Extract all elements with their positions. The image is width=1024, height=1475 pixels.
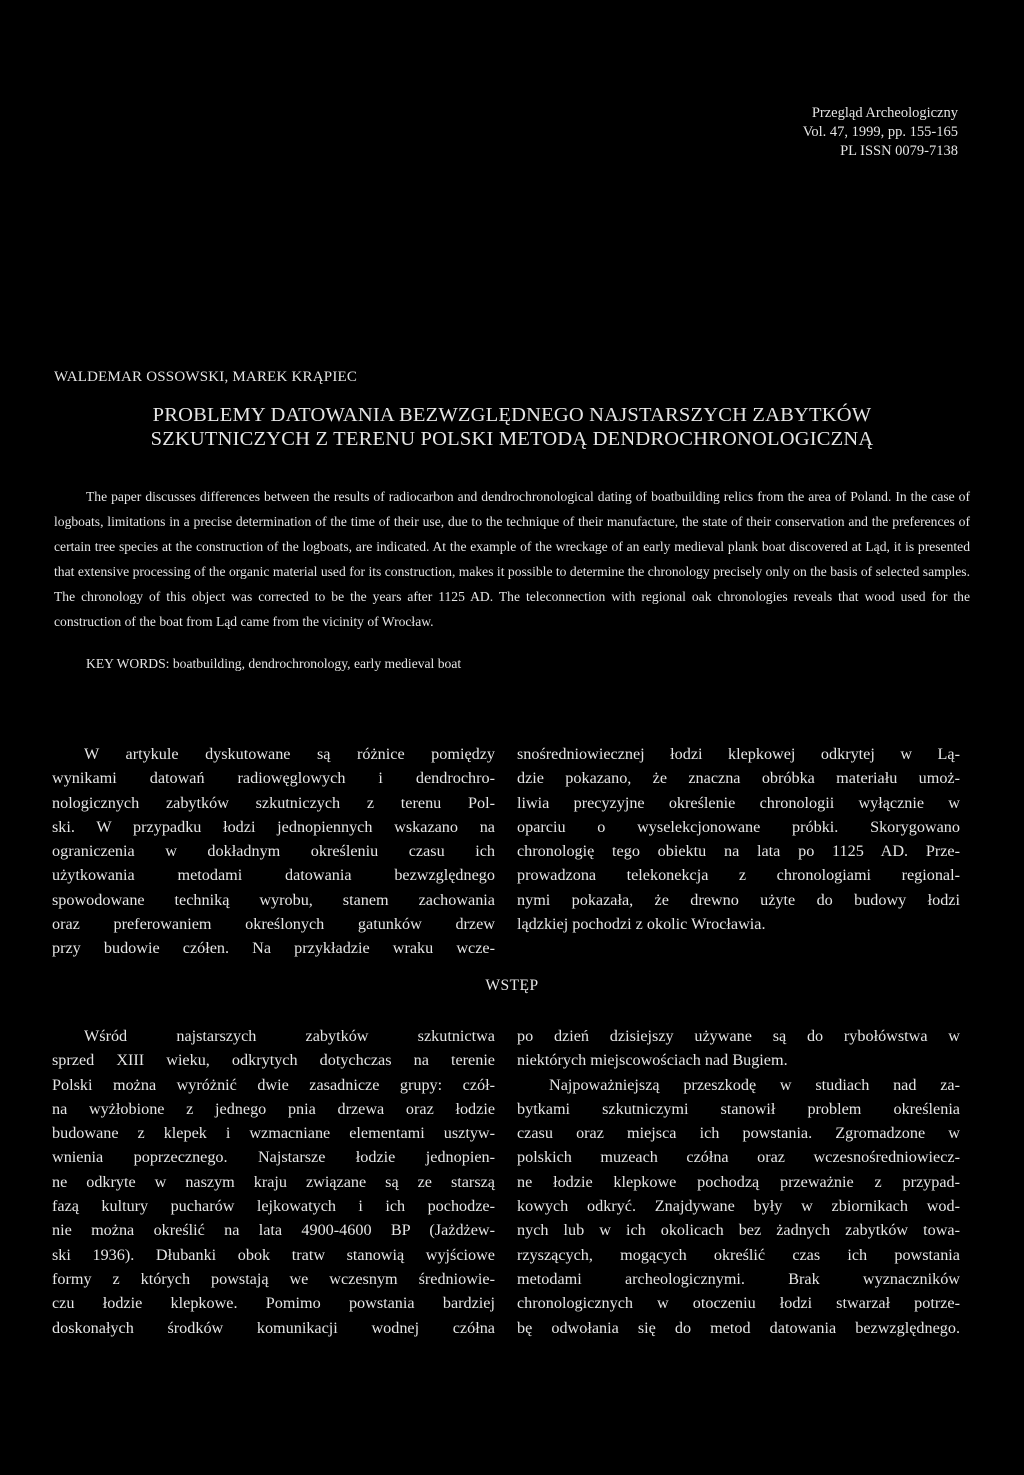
text-line: formy z których powstają we wczesnym średniowie- — [52, 1269, 495, 1288]
journal-name: Przegląd Archeologiczny — [811, 105, 958, 121]
text-line: bę odwołania się do metod datowania bezwzględnego. — [517, 1318, 960, 1337]
text-line: użytkowania metodami datowania bezwzględnego — [52, 866, 495, 885]
text-line: lądzkiej pochodzi z okolic Wrocławia. — [517, 915, 766, 934]
text-line: czasu oraz miejsca ich powstania. Zgromadzone w — [517, 1124, 960, 1143]
text-line: Najpoważniejszą przeszkodę w studiach nad za- — [549, 1075, 960, 1094]
text-line: ne łodzie klepkowe pochodzą przeważnie z przypad- — [517, 1172, 960, 1191]
text-line: metodami archeologicznymi. Brak wyznaczników — [517, 1269, 960, 1288]
text-line: Wśród najstarszych zabytków szkutnictwa — [84, 1027, 495, 1045]
text-line: nych lub w ich okolicach bez żadnych zabytków towa- — [517, 1221, 960, 1240]
text-line: sprzed XIII wieku, odkrytych dotychczas na terenie — [52, 1051, 495, 1070]
journal-volume: Vol. 47, 1999, pp. 155-165 — [802, 124, 958, 140]
text-line: prowadzona telekonekcja z chronologiami regional- — [517, 866, 960, 885]
text-line: doskonałych środków komunikacji wodnej czółna — [52, 1318, 495, 1337]
journal-issn: PL ISSN 0079-7138 — [840, 143, 958, 159]
article-title — [54, 403, 970, 451]
title-line-1: PROBLEMY DATOWANIA BEZWZGLĘDNEGO NAJSTARSZYCH ZABYTKÓW — [152, 404, 872, 426]
text-line: fazą kultury pucharów lejkowatych i ich pochodze- — [52, 1197, 495, 1216]
text-line: ski. W przypadku łodzi jednopiennych wskazano na — [52, 817, 495, 836]
title-line-2: SZKUTNICZYCH Z TERENU POLSKI METODĄ DENDROCHRONOLOGICZNĄ — [150, 428, 874, 450]
text-line: na wyżłobione z jednego pnia drzewa oraz łodzie — [52, 1099, 495, 1118]
text-line: oparciu o wyselekcjonowane próbki. Skorygowano — [517, 817, 960, 836]
text-line: wnienia poprzecznego. Najstarsze łodzie jednopien- — [52, 1148, 495, 1167]
text-line: Polski można wyróżnić dwie zasadnicze grupy: czół- — [52, 1075, 495, 1094]
text-line: rzyszących, mogących określić czas ich powstania — [517, 1245, 960, 1264]
text-line: polskich muzeach czółna oraz wczesnośredniowiecz- — [517, 1148, 960, 1167]
keywords: KEY WORDS: boatbuilding, dendrochronology, early medieval boat — [86, 656, 462, 671]
polish-summary-left-column — [52, 742, 495, 961]
intro-left-column — [52, 1024, 495, 1340]
text-line: po dzień dzisiejszy używane są do rybołówstwa w — [517, 1027, 960, 1045]
english-abstract: The paper discusses differences between the results of radiocarbon and dendrochronological dating of boatbuilding relics from the area of Poland. In the case of logboats, limitations in a precise determination of the time of their use, due to the technique of their manufacture, the state of their conservation and the preferences of certain tree species at the construction of the logboats, are indicated. At the example of the wreckage of an early medieval plank boat discovered at Ląd, it is presented that extensive processing of the organic material used for its construction, makes it possible to determine the chronology precisely only on the basis of selected samples. The chronology of this object was corrected to be the years after 1125 AD. The teleconnection with regional oak chronologies reveals that wood used for the construction of the boat from Ląd came from the vicinity of Wrocław. — [54, 489, 970, 629]
text-line: nie można określić na lata 4900-4600 BP (Jażdżew- — [52, 1221, 495, 1240]
text-line: nymi pokazała, że drewno użyte do budowy łodzi — [517, 890, 960, 909]
text-line: budowane z klepek i wzmacniane elementami usztyw- — [52, 1124, 495, 1143]
text-line: niektórych miejscowościach nad Bugiem. — [517, 1051, 788, 1070]
text-line: ne odkryte w naszym kraju związane są ze starszą — [52, 1172, 495, 1191]
text-line: liwia precyzyjne określenie chronologii wyłącznie w — [517, 793, 960, 812]
authors: WALDEMAR OSSOWSKI, MAREK KRĄPIEC — [54, 369, 358, 385]
text-line: bytkami szkutniczymi stanowił problem określenia — [517, 1099, 960, 1118]
text-line: nologicznych zabytków szkutniczych z terenu Pol- — [52, 793, 495, 812]
text-line: czu łodzie klepkowe. Pomimo powstania bardziej — [52, 1294, 495, 1313]
text-line: oraz preferowaniem określonych gatunków drzew — [52, 915, 495, 934]
section-heading: WSTĘP — [485, 977, 539, 994]
intro-right-column — [517, 1024, 960, 1340]
text-line: przy budowie czółen. Na przykładzie wraku wcze- — [52, 939, 495, 958]
text-line: spowodowane techniką wyrobu, stanem zachowania — [52, 890, 495, 909]
text-line: dzie pokazano, że znaczna obróbka materiału umoż- — [517, 769, 960, 788]
text-line: kowych odkryć. Znajdywane były w zbiornikach wod- — [517, 1197, 960, 1216]
text-line: chronologię tego obiektu na lata po 1125 AD. Prze- — [517, 842, 960, 861]
polish-summary-right-column — [517, 742, 960, 936]
text-line: snośredniowiecznej łodzi klepkowej odkrytej w Lą- — [517, 745, 960, 763]
journal-info — [803, 104, 958, 161]
text-line: ograniczenia w dokładnym określeniu czasu ich — [52, 842, 495, 861]
text-line: wynikami datowań radiowęglowych i dendrochro- — [52, 769, 495, 788]
text-line: chronologicznych w otoczeniu łodzi stwarzał potrze- — [517, 1294, 960, 1313]
text-line: W artykule dyskutowane są różnice pomiędzy — [84, 745, 495, 763]
text-line: ski 1936). Dłubanki obok tratw stanowią wyjściowe — [52, 1245, 495, 1264]
